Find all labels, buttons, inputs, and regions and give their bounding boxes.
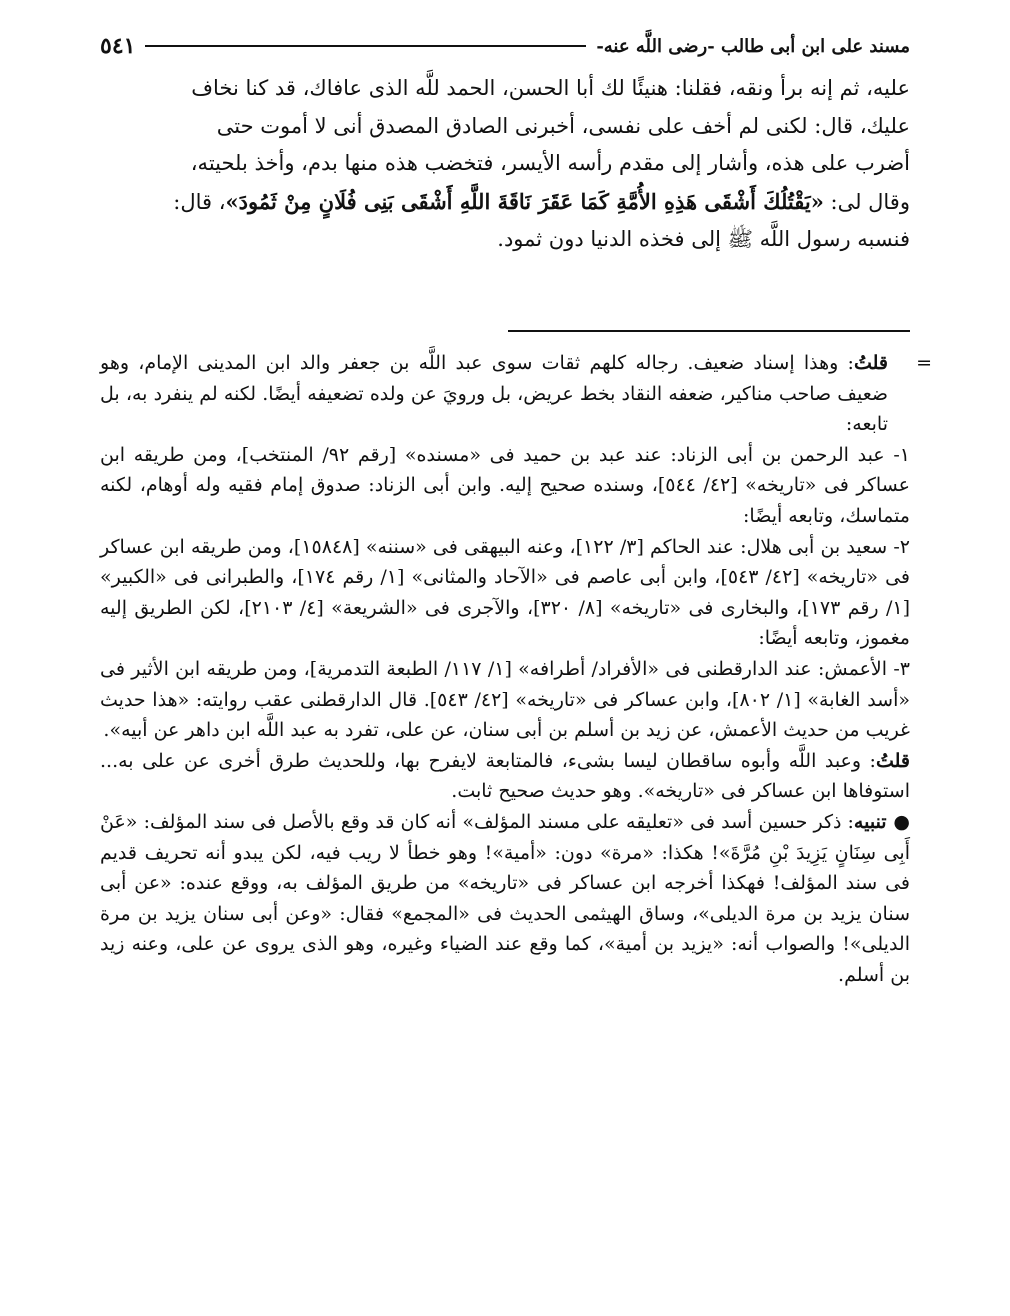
footnotes [100,348,932,990]
header-rule [145,45,586,47]
main-line [100,183,910,222]
note-text: : وهذا إسناد ضعيف. رجاله كلهم ثقات سوى عبد اللَّه بن جعفر والد ابن المدينى الإمام، وهو ضعيف صاحب مناكير، ضعفه النقاد بخط عريض، بل ورويَ عن ولده تضعيفه أيضًا. لكنه لم ينفرد به، بل تابعه: [100,352,888,436]
line-prefix: وقال لى: [823,189,910,214]
page-number: ٥٤١ [100,33,136,59]
hadith-quote: «يَقْتُلُكَ أَشْقَى هَذِهِ الأُمَّةِ كَمَا عَقَرَ نَاقَةَ اللَّهِ أَشْقَى بَنِى فُلَانٍ مِنْ ثَمُودَ» [225,188,824,214]
main-line: فنسبه رسول اللَّه ﷺ إلى فخذه الدنيا دون ثمود. [497,227,910,252]
note-paragraph [100,348,932,440]
page-header [100,28,910,64]
main-line: عليه، ثم إنه برأ ونقه، فقلنا: هنيئًا لك أبا الحسن، الحمد للَّه الذى عافاك، قد كنا نخاف [191,76,910,100]
note-paragraph: ٣- الأعمش: عند الدارقطنى فى «الأفراد/ أطرافه» [١/ ١١٧/ الطبعة التدمرية]، ومن طريقه ابن الأثير فى «أسد الغابة» [١/ ٨٠٢]، وابن عساكر فى «تاريخه» [٤٢/ ٥٤٣]. قال الدارقطنى عقب روايته: «هذا حديث غريب من حديث الأعمش، عن زيد بن أسلم بن أبى سنان، عن على، تفرد به عبد اللَّه ابن داهر عن أبيه». [100,657,910,742]
note-paragraph [100,746,910,807]
continuation-mark: = [916,352,932,374]
main-text [100,70,910,259]
note-paragraph: ٢- سعيد بن أبى هلال: عند الحاكم [٣/ ١٢٢]، وعنه البيهقى فى «سننه» [١٥٨٤٨]، ومن طريقه ابن عساكر فى «تاريخه» [٤٢/ ٥٤٣]، وابن أبى عاصم فى «الآحاد والمثانى» [١/ رقم ١٧٤]، والطبرانى فى «الكبير» [١/ رقم ١٧٣]، والبخارى فى «تاريخه» [٨/ ٣٢٠]، والآجرى فى «الشريعة» [٤/ ٢١٠٣]، لكن الطريق إليه مغموز، وتابعه أيضًا: [100,535,910,650]
main-line: عليك، قال: لكنى لم أخف على نفسى، أخبرنى الصادق المصدق أنى لا أموت حتى [216,113,910,138]
footnote-divider [508,330,910,332]
line-suffix: ، قال: [173,189,226,214]
running-title: مسند على ابن أبى طالب -رضى اللَّه عنه- [596,35,910,57]
main-line: أضرب على هذه، وأشار إلى مقدم رأسه الأيسر، فتخضب هذه منها بدم، وأخذ بلحيته، [190,151,910,176]
note-lead: قلتُ [853,352,888,374]
notice-label: ● تنبيه [853,810,910,833]
note-lead: قلتُ [875,749,910,772]
note-paragraph: ١- عبد الرحمن بن أبى الزناد: عند عبد بن حميد فى «مسنده» [رقم ٩٢/ المنتخب]، ومن طريقه ابن عساكر فى «تاريخه» [٤٢/ ٥٤٤]، وسنده صحيح إليه. وابن أبى الزناد: صدوق إمام فقيه وله أوهام، لكنه متماسك، وتابعه أيضًا: [100,443,910,527]
note-text: : وعبد اللَّه وأبوه ساقطان ليسا بشىء، فالمتابعة لايفرح بها، وللحديث طرق أخرى عن على به... استوفاها ابن عساكر فى «تاريخه». وهو حديث صحيح ثابت. [100,749,910,803]
note-paragraph [100,807,910,991]
note-text: : ذكر حسين أسد فى «تعليقه على مسند المؤلف» أنه كان قد وقع بالأصل فى سند المؤلف: «عَنْ أَبِى سِنَانٍ يَزِيدَ بْنِ مُرَّةَ»! هكذا: «مرة» دون: «أمية»! وهو خطأ لا ريب فيه، لكن يبدو أنه تحريف قديم فى سند المؤلف! فهكذا أخرجه ابن عساكر فى «تاريخه» من طريق المؤلف به، ووقع عنده: «عن أبى سنان يزيد بن مرة الديلى»، وساق الهيثمى الحديث فى «المجمع» فقال: «وعن أبى سنان يزيد بن مرة الديلى»! والصواب أنه: «يزيد بن أمية»، كما وقع عند الضياء وغيره، وهو الذى يروى عن على، وعنه زيد بن أسلم. [100,810,910,986]
